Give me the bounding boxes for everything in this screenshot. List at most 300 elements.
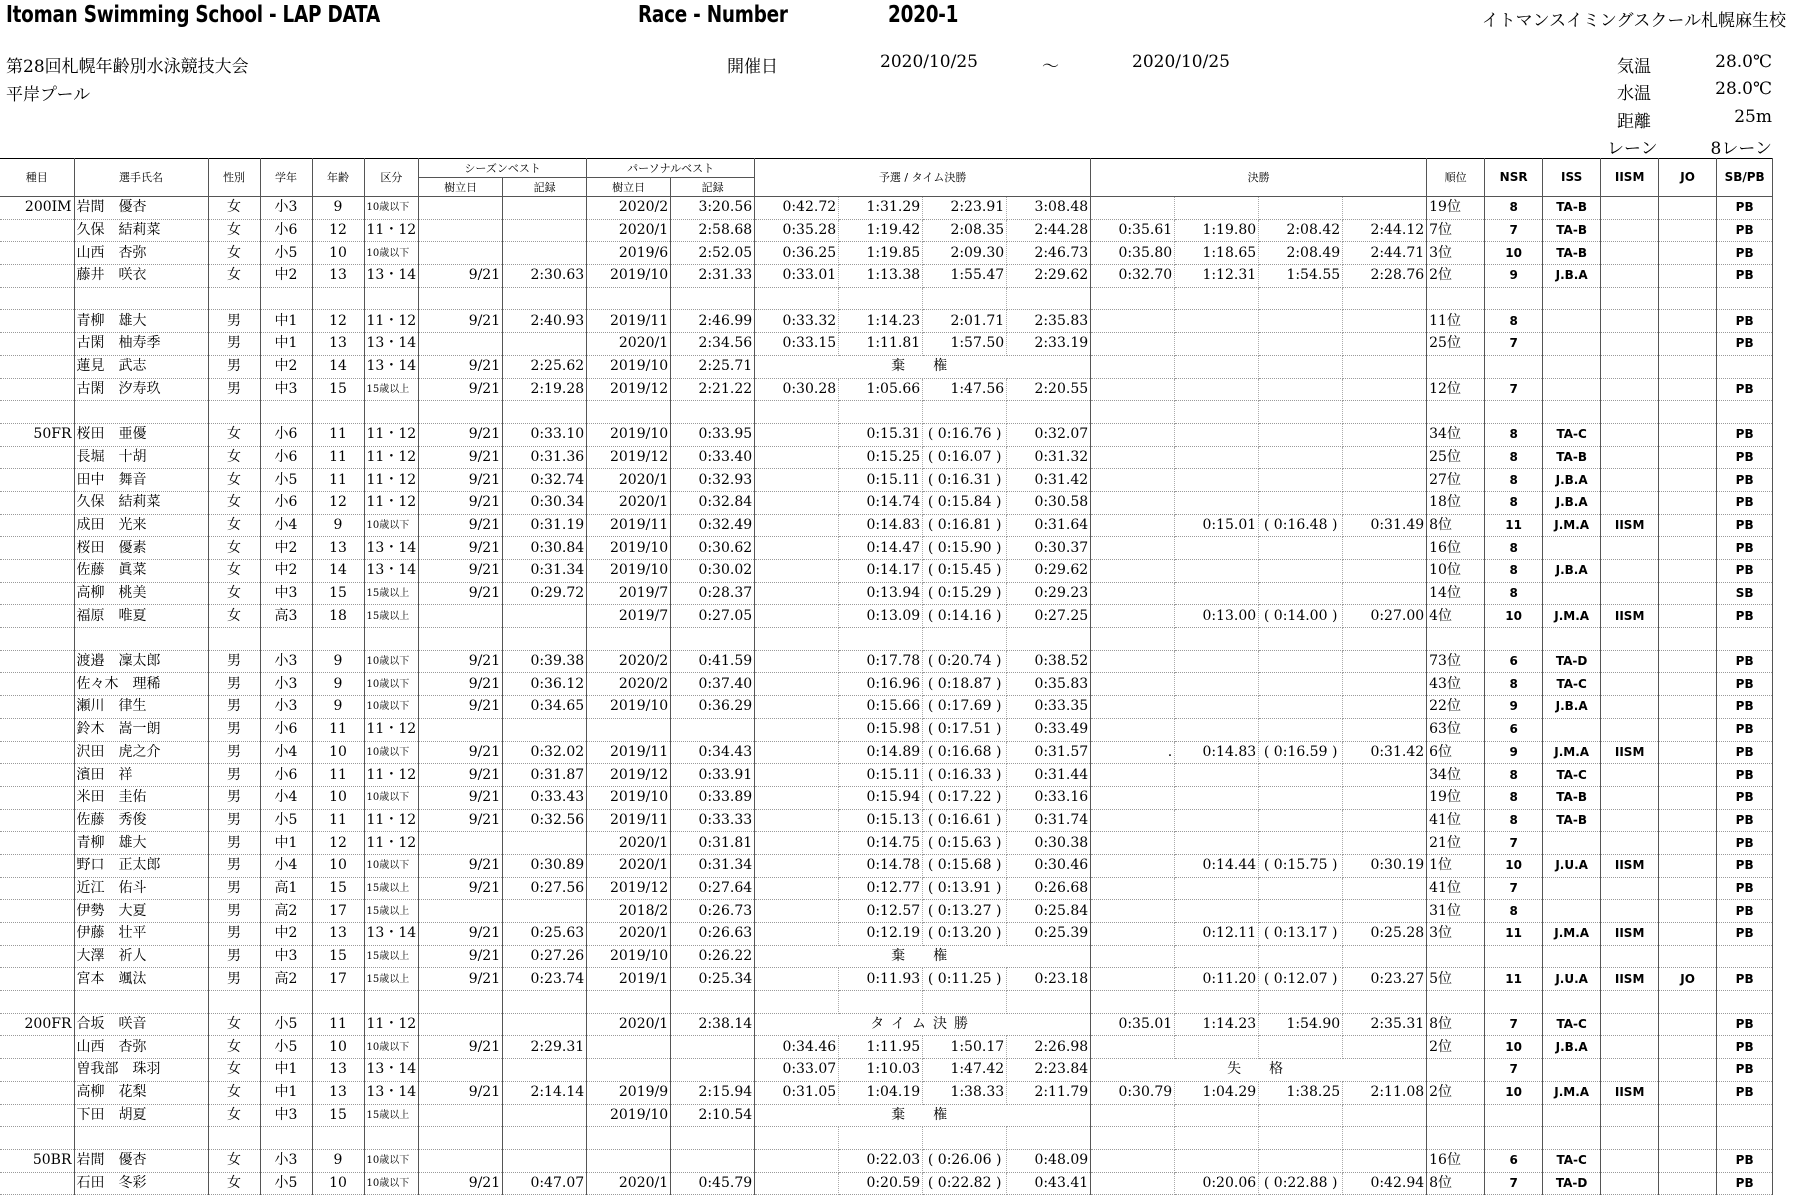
rank-cell: [1427, 1104, 1485, 1127]
prelim-split: 0:22.03: [839, 1149, 923, 1172]
event-cell: 200IM: [0, 197, 74, 220]
division-cell: 11・12: [364, 1013, 419, 1036]
nsr-cell: 8: [1485, 491, 1543, 514]
iism-cell: [1601, 378, 1659, 401]
nsr-cell: 8: [1485, 560, 1543, 583]
final-split: 0:31.42: [1343, 741, 1427, 764]
jo-cell: [1659, 378, 1717, 401]
final-split: [1259, 423, 1343, 446]
sex-cell: 女: [208, 446, 260, 469]
prelim-split: [755, 1172, 839, 1195]
age-cell: 14: [312, 560, 364, 583]
prelim-split: 1:04.19: [839, 1081, 923, 1104]
jo-cell: [1659, 537, 1717, 560]
personal-best-record: 0:33.91: [671, 764, 755, 787]
age-cell: 9: [312, 696, 364, 719]
personal-best-record: 0:31.81: [671, 832, 755, 855]
prelim-split: 0:23.18: [1007, 968, 1091, 991]
event-cell: [0, 514, 74, 537]
sbpb-cell: PB: [1717, 265, 1773, 288]
table-row: [0, 854, 1773, 877]
prelim-split: 1:19.42: [839, 219, 923, 242]
final-split: [1175, 1149, 1259, 1172]
division-cell: 11・12: [364, 310, 419, 333]
sex-cell: 男: [208, 673, 260, 696]
rank-cell: 3位: [1427, 923, 1485, 946]
table-row: [0, 310, 1773, 333]
grade-cell: 小3: [260, 197, 312, 220]
age-cell: 11: [312, 446, 364, 469]
empty-cell: [1427, 1127, 1485, 1150]
sbpb-cell: PB: [1717, 1172, 1773, 1195]
prelim-split: 1:55.47: [923, 265, 1007, 288]
sbpb-cell: PB: [1717, 446, 1773, 469]
swimmer-name: 高柳 花梨: [74, 1081, 208, 1104]
rank-cell: 21位: [1427, 832, 1485, 855]
personal-best-record: 0:36.29: [671, 696, 755, 719]
swimmer-name: 曽我部 珠羽: [74, 1059, 208, 1082]
grade-cell: 小4: [260, 854, 312, 877]
final-split: 0:42.94: [1343, 1172, 1427, 1195]
season-best-record: 0:34.65: [503, 696, 587, 719]
season-best-date: [419, 333, 503, 356]
final-split: [1175, 696, 1259, 719]
col-personal-best: パーソナルベスト: [587, 159, 755, 178]
personal-best-record: 0:32.93: [671, 469, 755, 492]
personal-best-date: 2019/1: [587, 968, 671, 991]
empty-cell: [1717, 628, 1773, 651]
final-split: [1343, 718, 1427, 741]
prelim-split: 0:30.28: [755, 378, 839, 401]
season-best-record: 0:32.02: [503, 741, 587, 764]
prelim-split: 0:14.89: [839, 741, 923, 764]
season-best-date: 9/21: [419, 764, 503, 787]
season-best-record: 0:39.38: [503, 650, 587, 673]
final-split: 0:30.79: [1091, 1081, 1175, 1104]
event-cell: [0, 605, 74, 628]
jo-cell: [1659, 900, 1717, 923]
table-row: [0, 1013, 1773, 1036]
final-split: [1175, 809, 1259, 832]
prelim-split: 1:57.50: [923, 333, 1007, 356]
prelim-split: 0:14.17: [839, 560, 923, 583]
final-split: [1343, 786, 1427, 809]
prelim-split: [755, 854, 839, 877]
empty-cell: [755, 401, 839, 424]
personal-best-record: 2:21.22: [671, 378, 755, 401]
final-split: [1259, 333, 1343, 356]
final-split: [1175, 378, 1259, 401]
final-split: 0:14.44: [1175, 854, 1259, 877]
personal-best-record: 2:25.71: [671, 355, 755, 378]
grade-cell: 小6: [260, 718, 312, 741]
personal-best-date: 2019/10: [587, 945, 671, 968]
age-cell: 13: [312, 1059, 364, 1082]
age-cell: 10: [312, 1036, 364, 1059]
personal-best-date: 2020/1: [587, 832, 671, 855]
empty-cell: [839, 991, 923, 1014]
personal-best-record: 2:58.68: [671, 219, 755, 242]
prelim-split: 0:31.57: [1007, 741, 1091, 764]
rank-cell: 3位: [1427, 242, 1485, 265]
rank-cell: [1427, 355, 1485, 378]
empty-cell: [208, 401, 260, 424]
prelim-split: [755, 469, 839, 492]
season-best-record: [503, 832, 587, 855]
jo-cell: [1659, 197, 1717, 220]
personal-best-date: 2019/10: [587, 537, 671, 560]
final-split: [1091, 900, 1175, 923]
nsr-cell: 7: [1485, 877, 1543, 900]
final-split: [1259, 832, 1343, 855]
age-cell: 10: [312, 854, 364, 877]
prelim-split: 1:47.42: [923, 1059, 1007, 1082]
nsr-cell: 9: [1485, 696, 1543, 719]
final-split: 2:35.31: [1343, 1013, 1427, 1036]
final-split: 0:20.06: [1175, 1172, 1259, 1195]
empty-cell: [1543, 401, 1601, 424]
swimmer-name: 沢田 虎之介: [74, 741, 208, 764]
final-split: [1343, 423, 1427, 446]
empty-cell: [587, 628, 671, 651]
season-best-record: 2:30.63: [503, 265, 587, 288]
prelim-split: [755, 514, 839, 537]
final-split: [1259, 696, 1343, 719]
nsr-cell: 8: [1485, 764, 1543, 787]
empty-cell: [1091, 287, 1175, 310]
jo-cell: [1659, 560, 1717, 583]
table-row: [0, 605, 1773, 628]
prelim-split: ( 0:15.84 ): [923, 491, 1007, 514]
jo-cell: [1659, 923, 1717, 946]
season-best-record: 0:31.19: [503, 514, 587, 537]
iism-cell: [1601, 560, 1659, 583]
personal-best-date: 2019/10: [587, 423, 671, 446]
division-cell: 11・12: [364, 718, 419, 741]
swimmer-name: 佐々木 理稀: [74, 673, 208, 696]
grade-cell: 中3: [260, 1104, 312, 1127]
final-split: [1175, 650, 1259, 673]
division-cell: 10歳以下: [364, 1149, 419, 1172]
iism-cell: [1601, 900, 1659, 923]
sex-cell: 女: [208, 265, 260, 288]
final-split: [1175, 310, 1259, 333]
personal-best-record: 0:32.49: [671, 514, 755, 537]
personal-best-record: 3:20.56: [671, 197, 755, 220]
final-split: [1091, 786, 1175, 809]
age-cell: 13: [312, 923, 364, 946]
rank-cell: 43位: [1427, 673, 1485, 696]
iss-cell: TA-C: [1543, 764, 1601, 787]
sex-cell: 女: [208, 219, 260, 242]
prelim-split: [755, 923, 839, 946]
season-best-record: 0:27.56: [503, 877, 587, 900]
division-cell: 10歳以下: [364, 786, 419, 809]
prelim-split: 1:11.95: [839, 1036, 923, 1059]
season-best-record: 0:33.43: [503, 786, 587, 809]
division-cell: 15歳以上: [364, 582, 419, 605]
empty-cell: [1601, 1127, 1659, 1150]
age-cell: 13: [312, 333, 364, 356]
event-cell: [0, 1172, 74, 1195]
prelim-split: 2:26.98: [1007, 1036, 1091, 1059]
sex-cell: 女: [208, 1036, 260, 1059]
final-split: [1343, 197, 1427, 220]
sex-cell: 男: [208, 945, 260, 968]
swimmer-name: 青柳 雄大: [74, 832, 208, 855]
swimmer-name: 藤井 咲衣: [74, 265, 208, 288]
sex-cell: 男: [208, 310, 260, 333]
season-best-date: [419, 718, 503, 741]
empty-cell: [1259, 1127, 1343, 1150]
prelim-split: 0:29.62: [1007, 560, 1091, 583]
grade-cell: 中2: [260, 355, 312, 378]
sex-cell: 男: [208, 832, 260, 855]
sbpb-cell: PB: [1717, 197, 1773, 220]
final-split: [1175, 786, 1259, 809]
season-best-record: [503, 1013, 587, 1036]
prelim-split: 0:15.13: [839, 809, 923, 832]
jo-cell: [1659, 605, 1717, 628]
personal-best-record: 0:27.64: [671, 877, 755, 900]
event-cell: [0, 1036, 74, 1059]
col-iism: IISM: [1601, 159, 1659, 197]
prelim-split: 0:16.96: [839, 673, 923, 696]
rank-cell: 31位: [1427, 900, 1485, 923]
sbpb-cell: PB: [1717, 900, 1773, 923]
season-best-date: [419, 900, 503, 923]
season-best-record: [503, 605, 587, 628]
prelim-split: 0:14.47: [839, 537, 923, 560]
swimmer-name: 蓮見 武志: [74, 355, 208, 378]
col-prelim: 予選 / タイム決勝: [755, 159, 1091, 197]
season-best-record: 0:33.10: [503, 423, 587, 446]
empty-cell: [671, 628, 755, 651]
final-split: 0:11.20: [1175, 968, 1259, 991]
prelim-split: 0:31.64: [1007, 514, 1091, 537]
nsr-cell: 8: [1485, 310, 1543, 333]
lane-value: 8レーン: [1710, 139, 1772, 159]
empty-cell: [755, 1127, 839, 1150]
rank-cell: [1427, 945, 1485, 968]
final-split: [1175, 832, 1259, 855]
division-cell: 13・14: [364, 355, 419, 378]
division-cell: 13・14: [364, 560, 419, 583]
grade-cell: 高2: [260, 900, 312, 923]
prelim-split: 0:35.83: [1007, 673, 1091, 696]
age-cell: 15: [312, 582, 364, 605]
season-best-record: 0:47.07: [503, 1172, 587, 1195]
empty-cell: [755, 287, 839, 310]
prelim-split: ( 0:16.07 ): [923, 446, 1007, 469]
swimmer-name: 濱田 祥: [74, 764, 208, 787]
prelim-split: 1:19.85: [839, 242, 923, 265]
table-row: [0, 968, 1773, 991]
jo-cell: [1659, 764, 1717, 787]
age-cell: 9: [312, 197, 364, 220]
prelim-split: ( 0:15.63 ): [923, 832, 1007, 855]
swimmer-name: 下田 胡夏: [74, 1104, 208, 1127]
empty-cell: [364, 991, 419, 1014]
prelim-split: [755, 900, 839, 923]
sbpb-cell: PB: [1717, 537, 1773, 560]
personal-best-date: 2019/10: [587, 786, 671, 809]
final-split: [1091, 355, 1175, 378]
final-status: 失 格: [1091, 1059, 1427, 1082]
iism-cell: [1601, 491, 1659, 514]
empty-cell: [587, 1127, 671, 1150]
empty-cell: [1717, 991, 1773, 1014]
empty-cell: [839, 1127, 923, 1150]
season-best-date: 9/21: [419, 582, 503, 605]
empty-cell: [1485, 287, 1543, 310]
col-name: 選手氏名: [74, 159, 208, 197]
iss-cell: TA-B: [1543, 809, 1601, 832]
final-split: [1343, 310, 1427, 333]
swimmer-name: 野口 正太郎: [74, 854, 208, 877]
jo-cell: JO: [1659, 968, 1717, 991]
season-best-date: 9/21: [419, 514, 503, 537]
final-split: [1259, 718, 1343, 741]
spacer-row: [0, 991, 1773, 1014]
personal-best-record: 2:34.56: [671, 333, 755, 356]
prelim-split: 0:33.32: [755, 310, 839, 333]
iism-cell: [1601, 832, 1659, 855]
season-best-date: 9/21: [419, 650, 503, 673]
swimmer-name: 鈴木 嵩一朗: [74, 718, 208, 741]
prelim-split: 2:23.84: [1007, 1059, 1091, 1082]
sex-cell: 男: [208, 650, 260, 673]
rank-cell: 1位: [1427, 854, 1485, 877]
final-split: [1343, 469, 1427, 492]
personal-best-date: 2019/6: [587, 242, 671, 265]
sbpb-cell: PB: [1717, 696, 1773, 719]
personal-best-record: 0:37.40: [671, 673, 755, 696]
division-cell: 11・12: [364, 764, 419, 787]
prelim-split: [755, 582, 839, 605]
final-split: [1259, 945, 1343, 968]
rank-cell: 41位: [1427, 809, 1485, 832]
prelim-split: ( 0:16.68 ): [923, 741, 1007, 764]
race-number-label: Race - Number: [638, 2, 788, 28]
col-rank: 順位: [1427, 159, 1485, 197]
iism-cell: [1601, 1104, 1659, 1127]
prelim-split: 2:35.83: [1007, 310, 1091, 333]
spacer-row: [0, 401, 1773, 424]
age-cell: 17: [312, 900, 364, 923]
personal-best-date: 2020/1: [587, 219, 671, 242]
prelim-split: 0:20.59: [839, 1172, 923, 1195]
prelim-split: 2:44.28: [1007, 219, 1091, 242]
empty-cell: [1427, 401, 1485, 424]
empty-cell: [1659, 401, 1717, 424]
empty-cell: [1343, 401, 1427, 424]
grade-cell: 小3: [260, 1149, 312, 1172]
spacer-row: [0, 287, 1773, 310]
sbpb-cell: PB: [1717, 673, 1773, 696]
age-cell: 11: [312, 809, 364, 832]
prelim-split: [755, 809, 839, 832]
iism-cell: [1601, 764, 1659, 787]
jo-cell: [1659, 786, 1717, 809]
nsr-cell: 8: [1485, 537, 1543, 560]
swimmer-name: 古閑 柚寿季: [74, 333, 208, 356]
empty-cell: [1259, 628, 1343, 651]
prelim-split: 0:30.58: [1007, 491, 1091, 514]
empty-cell: [1601, 991, 1659, 1014]
season-best-record: [503, 197, 587, 220]
nsr-cell: 10: [1485, 1036, 1543, 1059]
prelim-split: 0:30.37: [1007, 537, 1091, 560]
empty-cell: [1543, 287, 1601, 310]
rank-cell: 5位: [1427, 968, 1485, 991]
final-split: 1:04.29: [1175, 1081, 1259, 1104]
grade-cell: 小4: [260, 741, 312, 764]
iss-cell: [1543, 333, 1601, 356]
season-best-record: 0:27.26: [503, 945, 587, 968]
col-jo: JO: [1659, 159, 1717, 197]
personal-best-record: 2:46.99: [671, 310, 755, 333]
final-split: 0:14.83: [1175, 741, 1259, 764]
personal-best-record: 0:33.95: [671, 423, 755, 446]
race-code: 2020-1: [888, 2, 959, 28]
prelim-split: 0:38.52: [1007, 650, 1091, 673]
sbpb-cell: PB: [1717, 423, 1773, 446]
empty-cell: [1427, 991, 1485, 1014]
iism-cell: [1601, 469, 1659, 492]
nsr-cell: 7: [1485, 1059, 1543, 1082]
event-cell: [0, 900, 74, 923]
iss-cell: J.B.A: [1543, 265, 1601, 288]
nsr-cell: [1485, 945, 1543, 968]
iss-cell: [1543, 1059, 1601, 1082]
swimmer-name: 久保 結莉菜: [74, 219, 208, 242]
rank-cell: 27位: [1427, 469, 1485, 492]
final-split: .: [1091, 741, 1175, 764]
empty-cell: [1091, 628, 1175, 651]
rank-cell: 25位: [1427, 333, 1485, 356]
season-best-date: [419, 242, 503, 265]
iss-cell: J.B.A: [1543, 491, 1601, 514]
final-split: [1091, 605, 1175, 628]
prelim-split: 0:14.74: [839, 491, 923, 514]
final-split: [1343, 945, 1427, 968]
nsr-cell: 8: [1485, 809, 1543, 832]
final-split: [1259, 355, 1343, 378]
final-split: [1343, 673, 1427, 696]
final-split: [1175, 560, 1259, 583]
event-cell: [0, 265, 74, 288]
final-split: [1091, 1149, 1175, 1172]
empty-cell: [1485, 401, 1543, 424]
personal-best-date: 2019/10: [587, 355, 671, 378]
sbpb-cell: PB: [1717, 854, 1773, 877]
season-best-record: 0:30.34: [503, 491, 587, 514]
empty-cell: [923, 991, 1007, 1014]
season-best-record: 2:19.28: [503, 378, 587, 401]
prelim-split: [755, 764, 839, 787]
final-split: [1091, 491, 1175, 514]
season-best-date: 9/21: [419, 355, 503, 378]
season-best-record: [503, 242, 587, 265]
season-best-record: [503, 718, 587, 741]
prelim-split: 2:01.71: [923, 310, 1007, 333]
table-row: [0, 537, 1773, 560]
empty-cell: [260, 991, 312, 1014]
season-best-record: 0:30.84: [503, 537, 587, 560]
table-row: [0, 355, 1773, 378]
final-split: [1259, 1036, 1343, 1059]
